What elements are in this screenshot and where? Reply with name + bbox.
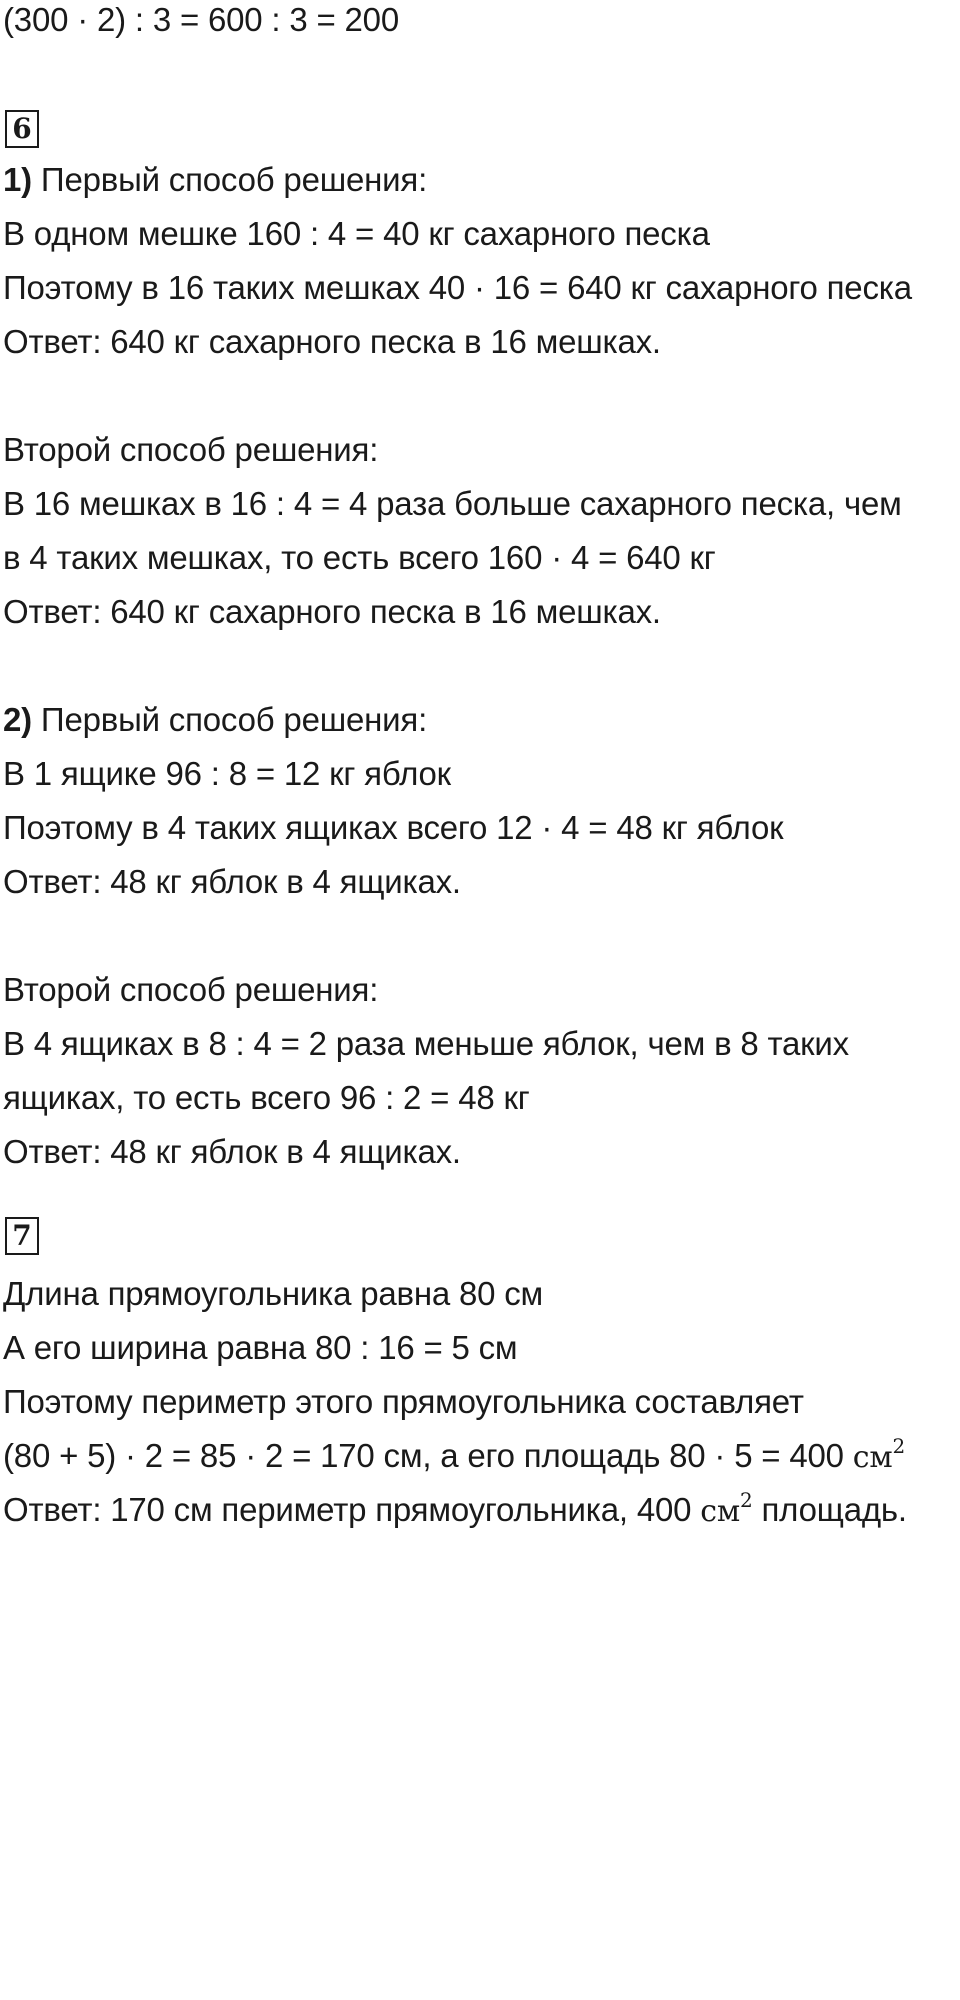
part-1-second-line-1: В 16 мешках в 16 : 4 = 4 раза больше сахарного песка, чем: [3, 485, 902, 522]
task-7-answer-tail: площадь.: [752, 1491, 907, 1528]
intro-calculation: (300 · 2) : 3 = 600 : 3 = 200: [3, 1, 399, 38]
answer-area-unit-exponent: 2: [740, 1488, 753, 1512]
part-1-first-line-2: Поэтому в 16 таких мешках 40 · 16 = 640 кг сахарного песка: [3, 269, 912, 306]
task-7-line-2: А его ширина равна 80 : 16 = 5 см: [3, 1329, 518, 1366]
task-7-line-3: Поэтому периметр этого прямоугольника составляет: [3, 1383, 804, 1420]
part-2-second-line-2: ящиках, то есть всего 96 : 2 = 48 кг: [3, 1079, 530, 1116]
part-2-first-method-heading: Первый способ решения:: [40, 701, 428, 738]
part-1-first-answer: Ответ: 640 кг сахарного песка в 16 мешках.: [3, 323, 661, 360]
part-1-second-line-2: в 4 таких мешках, то есть всего 160 · 4 = 640 кг: [3, 539, 716, 576]
task-6-part-1-heading: [3, 160, 427, 200]
area-unit: см: [852, 1440, 893, 1475]
task-7-answer: [3, 1490, 907, 1532]
task-7-line-1: Длина прямоугольника равна 80 см: [3, 1275, 544, 1312]
task-7-number: 7: [5, 1217, 39, 1255]
part-2-second-line-1: В 4 ящиках в 8 : 4 = 2 раза меньше яблок, чем в 8 таких: [3, 1025, 849, 1062]
task-6-number: 6: [5, 110, 39, 148]
part-2-second-method-heading: Второй способ решения:: [3, 971, 379, 1008]
task-7-line-4: [3, 1436, 905, 1478]
part-1-second-answer: Ответ: 640 кг сахарного песка в 16 мешках.: [3, 593, 661, 630]
task-6-part-2-heading: [3, 700, 427, 740]
part-1-second-method-heading: Второй способ решения:: [3, 431, 379, 468]
task-7-line-4-text: (80 + 5) · 2 = 85 · 2 = 170 см, а его площадь 80 · 5 = 400: [3, 1437, 853, 1474]
part-2-first-answer: Ответ: 48 кг яблок в 4 ящиках.: [3, 863, 461, 900]
part-1-marker: 1): [3, 161, 32, 198]
part-2-first-line-2: Поэтому в 4 таких ящиках всего 12 · 4 = 48 кг яблок: [3, 809, 784, 846]
part-2-second-answer: Ответ: 48 кг яблок в 4 ящиках.: [3, 1133, 461, 1170]
part-1-first-line-1: В одном мешке 160 : 4 = 40 кг сахарного песка: [3, 215, 710, 252]
task-7-answer-text: Ответ: 170 см периметр прямоугольника, 400: [3, 1491, 701, 1528]
part-2-marker: 2): [3, 701, 32, 738]
area-unit-exponent: 2: [892, 1434, 906, 1458]
answer-area-unit: см: [700, 1494, 740, 1529]
part-2-first-line-1: В 1 ящике 96 : 8 = 12 кг яблок: [3, 755, 451, 792]
part-1-first-method-heading: Первый способ решения:: [40, 161, 428, 198]
